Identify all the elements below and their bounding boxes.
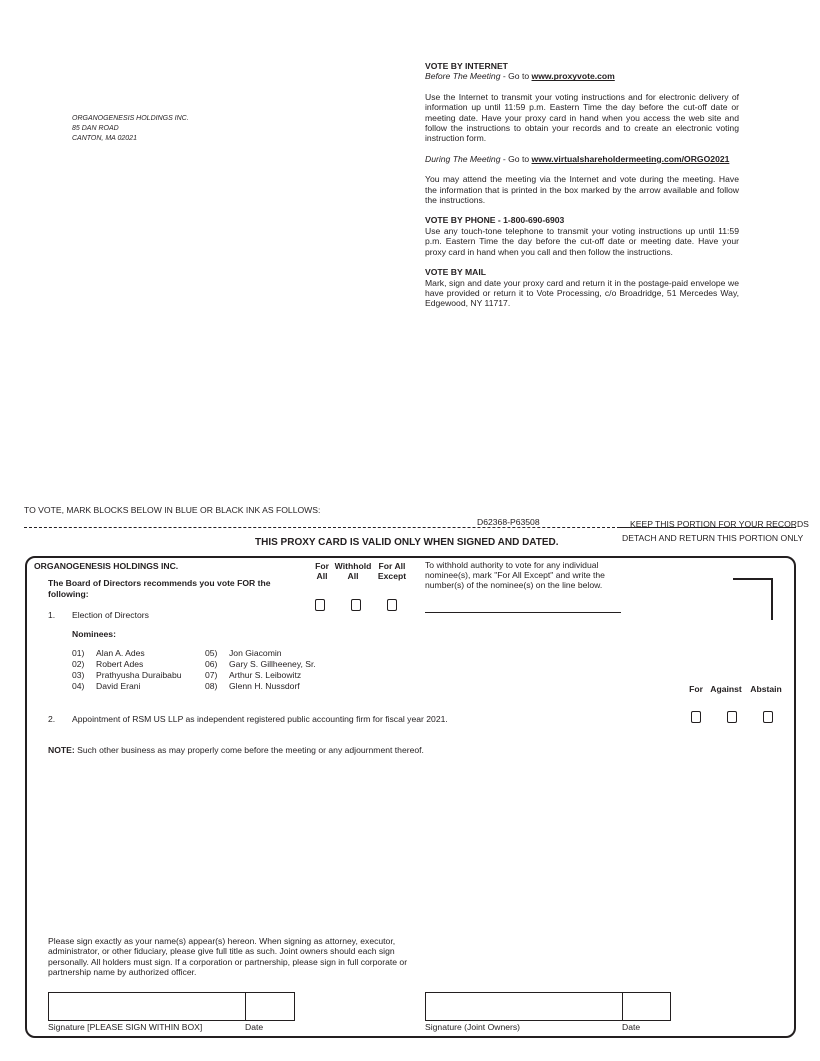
item1-text: Election of Directors	[72, 610, 149, 620]
address-city: CANTON, MA 02021	[72, 135, 137, 142]
for-all-except-checkbox[interactable]	[387, 599, 397, 611]
vote-phone-heading: VOTE BY PHONE - 1-800-690-6903	[425, 215, 565, 226]
nominee-number: 06)	[205, 659, 218, 669]
joint-date-box[interactable]	[622, 992, 671, 1021]
valid-notice: THIS PROXY CARD IS VALID ONLY WHEN SIGNED AND DATED.	[255, 537, 559, 548]
note-label: NOTE:	[48, 745, 75, 755]
col-for-all-line2: All	[316, 571, 328, 581]
nominees-label: Nominees:	[72, 629, 116, 639]
nominee-number: 01)	[72, 648, 85, 658]
nominee-name: Prathyusha Duraibabu	[96, 670, 182, 680]
card-company: ORGANOGENESIS HOLDINGS INC.	[34, 561, 179, 571]
vote-phone-text: Use any touch-tone telephone to transmit your voting instructions up until 11:59 p.m. Eastern Time the day before the cut-off date or meeting date. Have your proxy card in hand when you call and then follow the instructions.	[425, 225, 739, 257]
detach-return-text: DETACH AND RETURN THIS PORTION ONLY	[622, 533, 804, 543]
nominee-col-2	[205, 648, 316, 692]
control-code: D62368-P63508	[477, 517, 540, 527]
date-label: Date	[245, 1022, 264, 1032]
control-number-box	[733, 578, 773, 620]
date-box[interactable]	[245, 992, 295, 1021]
col-for-all-line1: For	[315, 561, 329, 571]
col-withhold-all	[332, 561, 374, 581]
item2-text: Appointment of RSM US LLP as independent registered public accounting firm for fiscal year 2021.	[72, 714, 448, 724]
nominee-row	[205, 648, 316, 659]
item1-number: 1.	[48, 610, 56, 620]
detach-line	[24, 527, 620, 528]
address-company: ORGANOGENESIS HOLDINGS INC.	[72, 115, 189, 122]
nominee-number: 07)	[205, 670, 218, 680]
nominee-name: Gary S. Gillheeney, Sr.	[229, 659, 316, 669]
joint-signature-box[interactable]	[425, 992, 623, 1021]
joint-signature-label: Signature (Joint Owners)	[425, 1022, 521, 1032]
nominee-name: David Erani	[96, 681, 141, 691]
item2-abstain-checkbox[interactable]	[763, 711, 773, 723]
joint-date-label: Date	[622, 1022, 641, 1032]
before-meeting-label: Before The Meeting	[425, 71, 501, 82]
nominee-name: Jon Giacomin	[229, 648, 282, 658]
vote-mail-text: Mark, sign and date your proxy card and return it in the postage-paid envelope we have provided or return it to Vote Processing, c/o Broadridge, 51 Mercedes Way, Edgewood, NY 11717.	[425, 277, 739, 309]
item2-for-checkbox[interactable]	[691, 711, 701, 723]
during-meeting-label: During The Meeting	[425, 153, 501, 164]
during-meeting-text: You may attend the meeting via the Internet and vote during the meeting. Have the information that is printed in the box marked by the arrow available and follow the instructions.	[425, 174, 739, 206]
for-all-checkbox[interactable]	[315, 599, 325, 611]
nominee-number: 02)	[72, 659, 85, 669]
during-goto: - Go to	[500, 153, 532, 164]
col-against: Against	[710, 684, 742, 694]
col-except-line2: Except	[377, 571, 407, 581]
signature-box[interactable]	[48, 992, 246, 1021]
voting-instructions	[425, 61, 739, 319]
item2-against-checkbox[interactable]	[727, 711, 737, 723]
withhold-all-checkbox[interactable]	[351, 599, 361, 611]
virtual-meeting-link[interactable]: www.virtualshareholdermeeting.com/ORGO2021	[531, 153, 730, 164]
col-for-all-except	[374, 561, 410, 581]
col-withhold-line1: Withhold	[334, 561, 372, 571]
ink-instructions: TO VOTE, MARK BLOCKS BELOW IN BLUE OR BLACK INK AS FOLLOWS:	[24, 505, 321, 515]
proxyvote-link[interactable]: www.proxyvote.com	[531, 71, 615, 82]
col-abstain: Abstain	[750, 684, 782, 694]
nominee-row	[72, 648, 182, 659]
item2-number: 2.	[48, 714, 56, 724]
col-for-all	[310, 561, 334, 581]
withhold-nominee-line[interactable]	[425, 612, 621, 613]
nominee-number: 08)	[205, 681, 218, 691]
nominee-number: 03)	[72, 670, 85, 680]
nominee-row	[72, 670, 182, 681]
address-street: 85 DAN ROAD	[72, 125, 119, 132]
nominee-row	[72, 659, 182, 670]
vote-internet-heading: VOTE BY INTERNET	[425, 61, 508, 71]
col-except-line1: For All	[378, 561, 406, 571]
before-meeting-text: Use the Internet to transmit your voting instructions and for electronic delivery of information up until 11:59 p.m. Eastern Time the day before the cut-off date or meeting date. Have your proxy card in hand when you access the web site and follow the instructions to obtain your records and to create an electronic voting instruction form.	[425, 91, 739, 144]
sign-instructions: Please sign exactly as your name(s) appear(s) hereon. When signing as attorney, executor, administrator, or other fiduciary, please give full title as such. Joint owners should each sign personally. All holders must sign. If a corporation or partnership, please sign in full corporate or partnership name by authorized officer.	[48, 936, 408, 978]
nominee-number: 04)	[72, 681, 85, 691]
nominee-row	[205, 681, 316, 692]
before-goto: - Go to	[500, 71, 532, 82]
note-text: Such other business as may properly come before the meeting or any adjournment thereof.	[74, 745, 424, 755]
nominee-name: Glenn H. Nussdorf	[229, 681, 300, 691]
nominee-row	[205, 659, 316, 670]
keep-portion-text: KEEP THIS PORTION FOR YOUR RECORDS	[630, 519, 809, 529]
nominee-name: Robert Ades	[96, 659, 144, 669]
return-address	[72, 114, 189, 144]
col-for: For	[689, 684, 703, 694]
nominee-number: 05)	[205, 648, 218, 658]
nominee-row	[72, 681, 182, 692]
nominee-col-1	[72, 648, 182, 692]
signature-label: Signature [PLEASE SIGN WITHIN BOX]	[48, 1022, 203, 1032]
col-withhold-line2: All	[347, 571, 359, 581]
nominee-row	[205, 670, 316, 681]
withhold-note: To withhold authority to vote for any individual nominee(s), mark "For All Except" and write the number(s) of the nominee(s) on the line below.	[425, 560, 605, 590]
nominee-name: Alan A. Ades	[96, 648, 145, 658]
nominee-name: Arthur S. Leibowitz	[229, 670, 302, 680]
board-recommendation: The Board of Directors recommends you vote FOR the following:	[48, 578, 271, 599]
note	[48, 745, 424, 755]
vote-mail-heading: VOTE BY MAIL	[425, 267, 486, 278]
